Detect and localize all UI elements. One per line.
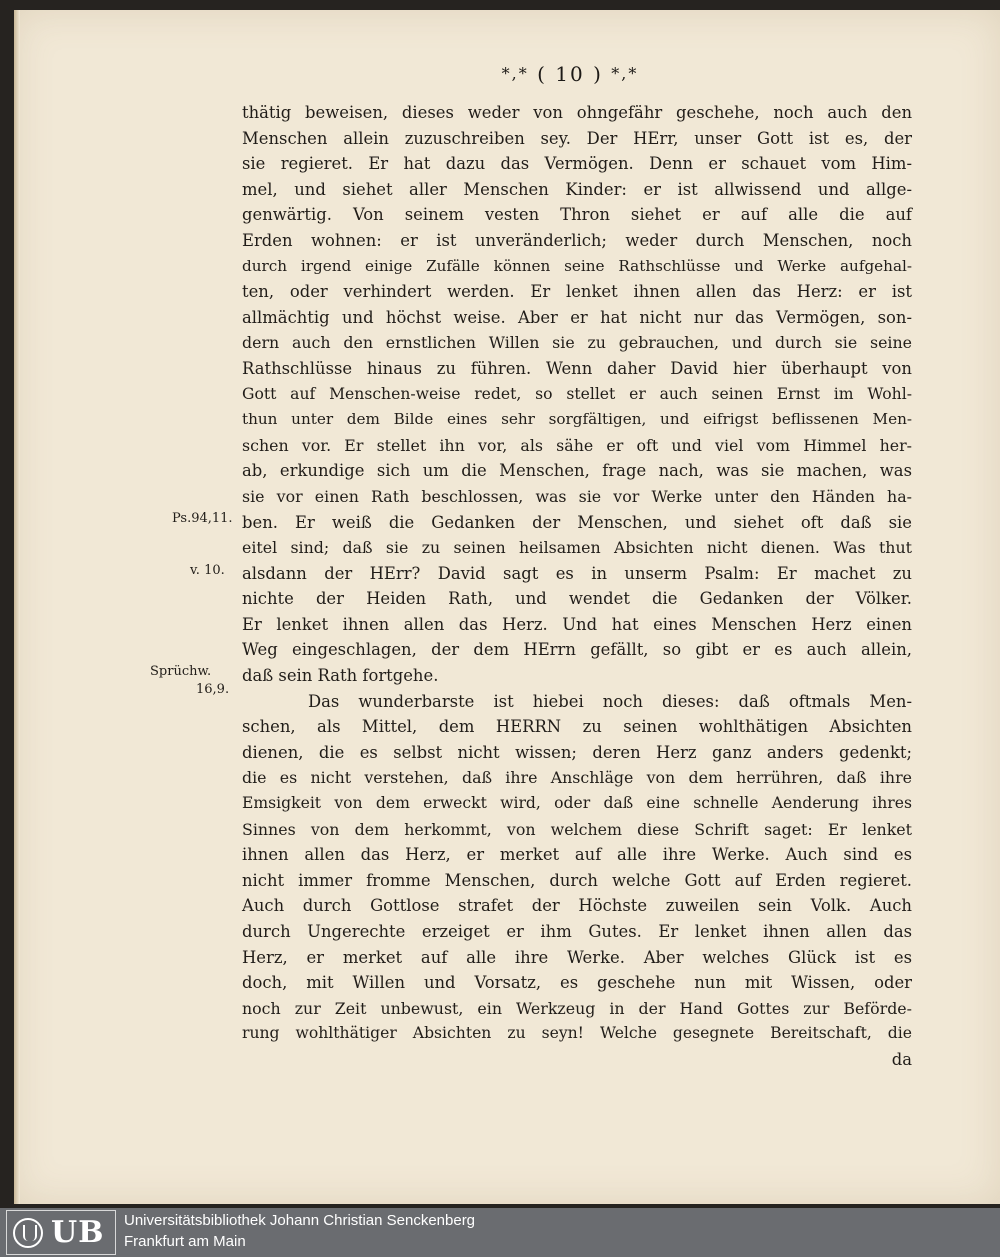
text-line: ten, oder verhindert werden. Er lenket ihnen allen das Herz: er ist <box>242 282 912 302</box>
text-line: ab, erkundige sich um die Menschen, frage nach, was sie machen, was <box>242 461 912 481</box>
text-line: thun unter dem Bilde eines sehr sorgfältigen, und eifrigst beflissenen Men- <box>242 410 912 429</box>
text-line: Herz, er merket auf alle ihre Werke. Aber welches Glück ist es <box>242 947 912 967</box>
text-line: Erden wohnen: er ist unveränderlich; weder durch Menschen, noch <box>242 230 912 250</box>
text-line: nichte der Heiden Rath, und wendet die Gedanken der Völker. <box>242 589 912 609</box>
text-line: alsdann der HErr? David sagt es in unserm Psalm: Er machet zu <box>242 563 912 583</box>
text-line: nicht immer fromme Menschen, durch welche Gott auf Erden regieret. <box>242 870 912 890</box>
text-line: sie vor einen Rath beschlossen, was sie vor Werke unter den Händen ha- <box>242 486 912 506</box>
margin-note: Sprüchw. <box>150 664 212 679</box>
margin-note: 16,9. <box>196 682 230 697</box>
text-line: Weg eingeschlagen, der dem HErrn gefällt, so gibt er es auch allein, <box>242 640 912 660</box>
text-line: doch, mit Willen und Vorsatz, es geschehe nun mit Wissen, oder <box>242 973 912 993</box>
text-line: schen, als Mittel, dem HERRN zu seinen wohlthätigen Absichten <box>242 717 912 737</box>
text-line: durch irgend einige Zufälle können seine Rathschlüsse und Werke aufgehal- <box>242 256 912 275</box>
page-edge <box>14 10 20 1204</box>
text-line: durch Ungerechte erzeiget er ihm Gutes. Er lenket ihnen allen das <box>242 922 912 941</box>
catchword: da <box>891 1049 912 1069</box>
text-line: Er lenket ihnen allen das Herz. Und hat eines Menschen Herz einen <box>242 614 912 634</box>
text-line: mel, und siehet aller Menschen Kinder: er ist allwissend und allge- <box>242 179 912 199</box>
text-line: dienen, die es selbst nicht wissen; deren Herz ganz anders gedenkt; <box>242 742 912 762</box>
ornament-left: *,* <box>501 64 529 83</box>
text-line: daß sein Rath fortgehe. <box>242 666 439 686</box>
text-line: schen vor. Er stellet ihn vor, als sähe er oft und viel vom Himmel her- <box>242 435 912 455</box>
library-logo[interactable] <box>6 1210 116 1255</box>
margin-note: Ps.94,11. <box>172 511 233 526</box>
text-line: noch zur Zeit unbewust, ein Werkzeug in der Hand Gottes zur Beförde- <box>242 998 912 1018</box>
seal-icon <box>13 1218 43 1248</box>
page-header <box>470 62 670 92</box>
institution-name: Universitätsbibliothek Johann Christian Senckenberg <box>124 1212 476 1229</box>
text-line: Auch durch Gottlose strafet der Höchste zuweilen sein Volk. Auch <box>242 896 912 916</box>
text-line: ben. Er weiß die Gedanken der Menschen, und siehet oft daß sie <box>242 512 912 532</box>
text-line: Menschen allein zuzuschreiben sey. Der HErr, unser Gott ist es, der <box>242 128 912 148</box>
library-footer <box>0 1208 1000 1257</box>
text-line: sie regieret. Er hat dazu das Vermögen. Denn er schauet vom Him- <box>242 154 912 174</box>
text-line: dern auch den ernstlichen Willen sie zu gebrauchen, und durch sie seine <box>242 333 912 353</box>
text-line: Gott auf Menschen-weise redet, so stellet er auch seinen Ernst im Wohl- <box>242 384 912 403</box>
text-line: thätig beweisen, dieses weder von ohngefähr geschehe, noch auch den <box>242 103 912 122</box>
text-line: rung wohlthätiger Absichten zu seyn! Welche gesegnete Bereitschaft, die <box>242 1024 912 1043</box>
logo-text: UB <box>51 1215 105 1250</box>
institution-location: Frankfurt am Main <box>124 1233 246 1250</box>
margin-note: v. 10. <box>190 563 225 578</box>
text-line: genwärtig. Von seinem vesten Thron siehet er auf alle die auf <box>242 205 912 225</box>
text-line: Sinnes von dem herkommt, von welchem diese Schrift saget: Er lenket <box>242 819 912 839</box>
text-line: Das wunderbarste ist hiebei noch dieses: daß oftmals Men- <box>308 691 912 711</box>
text-line: allmächtig und höchst weise. Aber er hat nicht nur das Vermögen, son- <box>242 307 912 327</box>
body-text <box>242 100 912 1073</box>
text-line: eitel sind; daß sie zu seinen heilsamen Absichten nicht dienen. Was thut <box>242 538 912 558</box>
page-number: ( 10 ) <box>537 62 603 86</box>
text-line: Rathschlüsse hinaus zu führen. Wenn daher David hier überhaupt von <box>242 358 912 378</box>
text-line: Emsigkeit von dem erweckt wird, oder daß eine schnelle Aenderung ihres <box>242 794 912 813</box>
text-line: die es nicht verstehen, daß ihre Anschläge von dem herrühren, daß ihre <box>242 768 912 788</box>
text-line: ihnen allen das Herz, er merket auf alle ihre Werke. Auch sind es <box>242 845 912 865</box>
ornament-right: *,* <box>611 64 639 83</box>
